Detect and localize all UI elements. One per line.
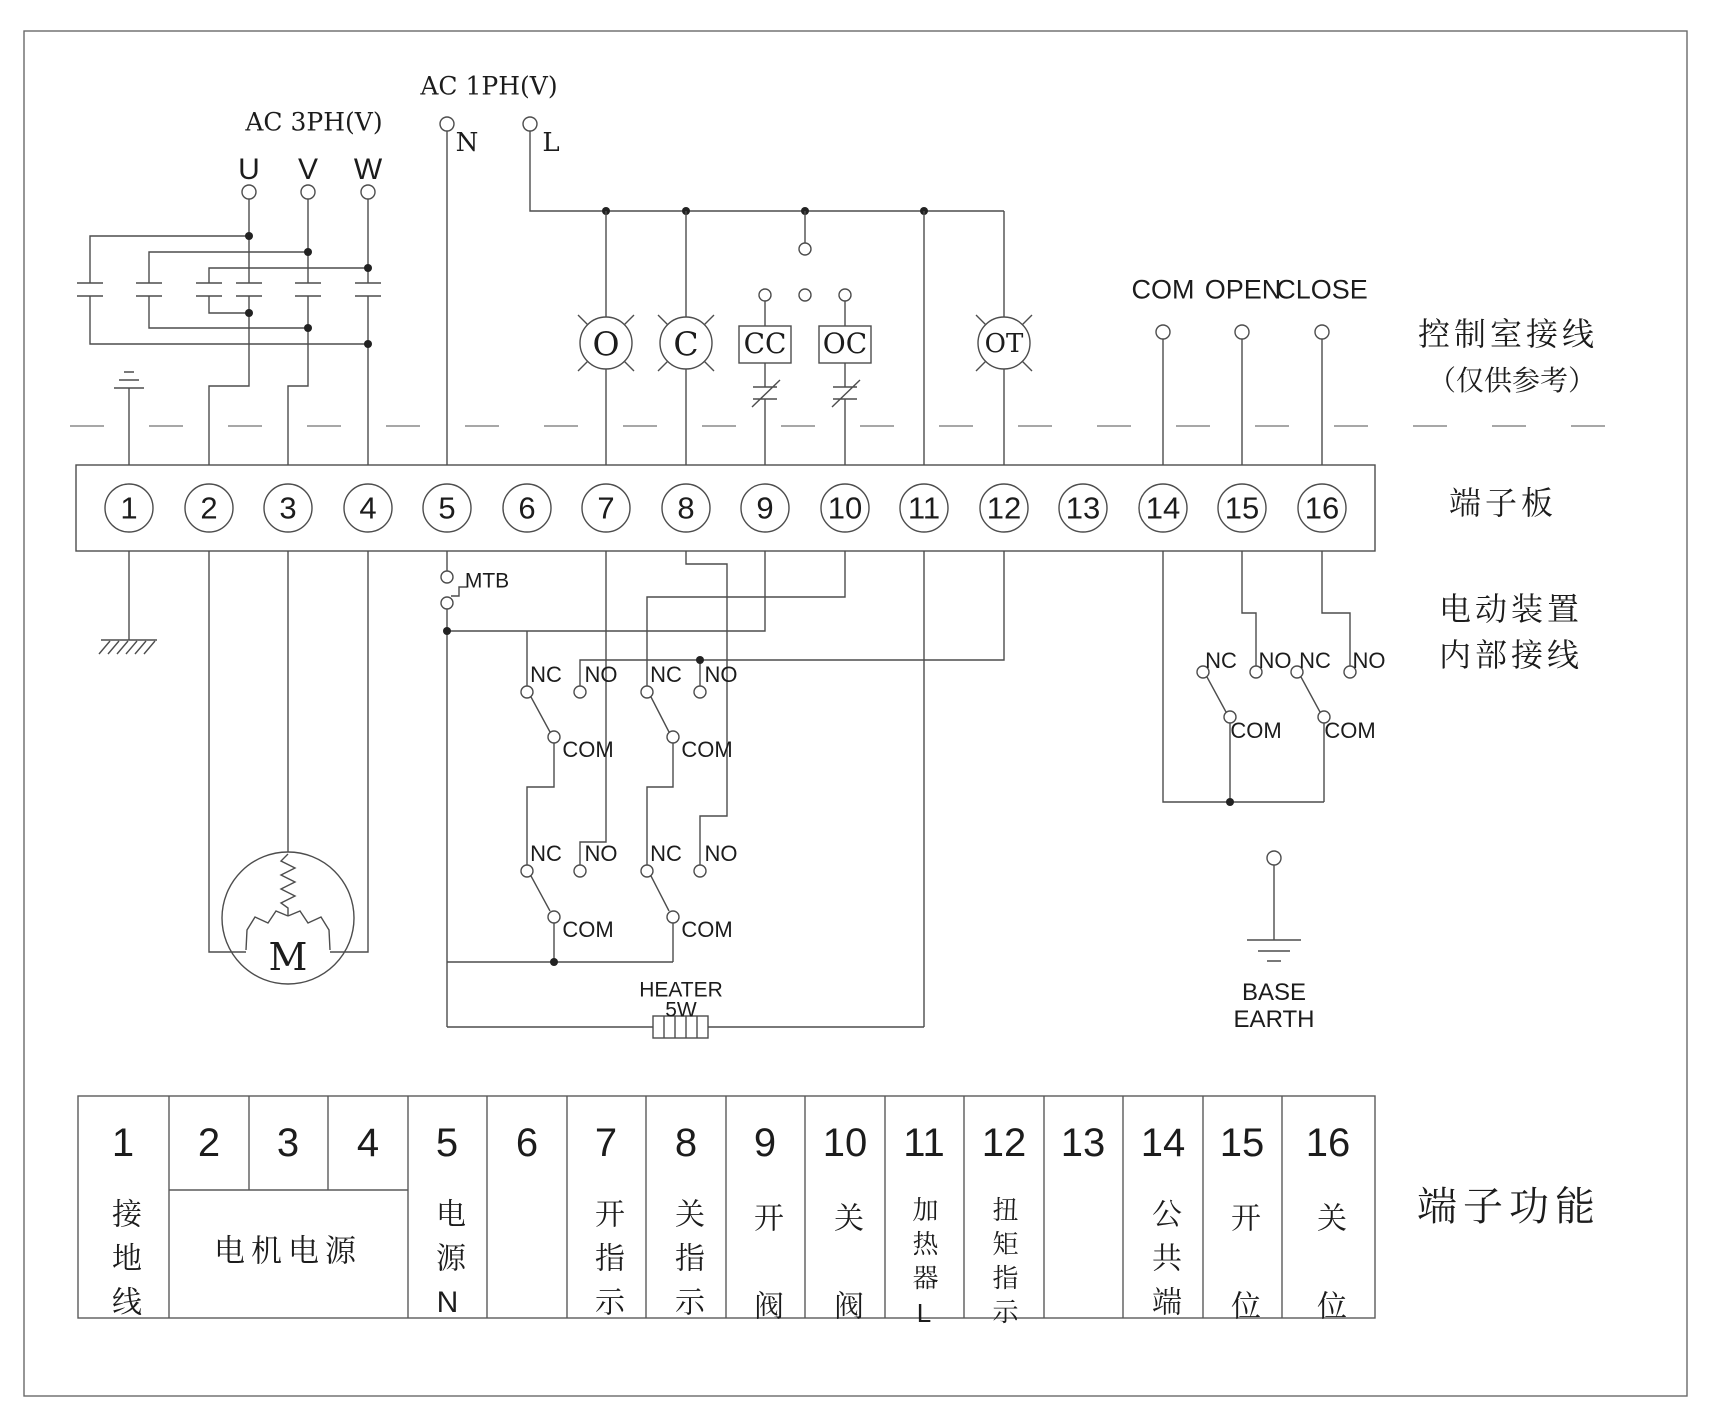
terminal-5: 5	[438, 490, 456, 526]
table-num-14: 14	[1140, 1121, 1186, 1165]
nc-label: NC	[530, 662, 562, 687]
coil-cc-letter: CC	[743, 327, 787, 360]
table-num-13: 13	[1060, 1121, 1106, 1165]
phase-v-label: V	[297, 153, 319, 186]
com-label: COM	[1324, 718, 1376, 743]
earth-symbol-top	[114, 372, 144, 465]
no-label: NO	[584, 662, 618, 687]
junction-dots	[245, 232, 372, 348]
remote-close-label: CLOSE	[1276, 274, 1368, 305]
com-label: COM	[681, 917, 733, 942]
table-num-3: 3	[276, 1121, 300, 1165]
terminal-11: 11	[907, 490, 941, 526]
table-num-12: 12	[981, 1121, 1027, 1165]
table-num-8: 8	[674, 1121, 698, 1165]
fn-motor-power: 电机电源	[214, 1233, 362, 1269]
heater-power-label: 5W	[665, 998, 697, 1022]
terminal-15: 15	[1224, 490, 1260, 526]
table-num-4: 4	[356, 1121, 380, 1165]
limit-switch-open	[521, 865, 586, 962]
com-label: COM	[1230, 718, 1282, 743]
fn-close-indication: 关指示	[670, 1198, 703, 1330]
table-num-7: 7	[594, 1121, 618, 1165]
lamp-open-letter: O	[592, 324, 620, 364]
table-num-15: 15	[1219, 1121, 1265, 1165]
line-label: L	[542, 128, 560, 158]
table-num-5: 5	[435, 1121, 459, 1165]
terminal-8: 8	[677, 490, 695, 526]
nc-label: NC	[530, 841, 562, 866]
table-num-1: 1	[111, 1121, 135, 1165]
table-num-6: 6	[515, 1121, 539, 1165]
push-button-symbol	[799, 211, 811, 301]
terminal-4: 4	[359, 490, 377, 526]
phase-w-label: W	[353, 153, 383, 186]
table-num-9: 9	[753, 1121, 777, 1165]
terminal-12: 12	[986, 490, 1022, 526]
no-label: NO	[1258, 648, 1292, 673]
remote-open-label: OPEN	[1204, 274, 1282, 305]
fn-heater-l: 加热器L	[909, 1196, 939, 1336]
neutral-label: N	[455, 128, 479, 158]
terminal-9: 9	[756, 490, 774, 526]
base-earth-symbol	[1247, 851, 1301, 961]
section-terminal-board: 端子板	[1448, 485, 1558, 521]
ac-1ph-label: AC 1PH(V)	[420, 71, 558, 101]
terminal-2: 2	[200, 490, 218, 526]
terminal-3: 3	[279, 490, 297, 526]
fn-open-valve: 开阀	[749, 1202, 782, 1378]
fn-open-position: 开位	[1226, 1202, 1259, 1378]
nc-label: NC	[1299, 648, 1331, 673]
com-label: COM	[681, 737, 733, 762]
table-num-11: 11	[903, 1121, 945, 1165]
fn-ground-wire: 接地线	[107, 1198, 140, 1330]
fn-power-n: 电源N	[431, 1198, 464, 1333]
nc-label: NC	[1205, 648, 1237, 673]
terminal-10: 10	[827, 490, 863, 526]
coil-oc-letter: OC	[822, 327, 868, 360]
terminal-14: 14	[1145, 490, 1181, 526]
terminal-16: 16	[1304, 490, 1340, 526]
no-label: NO	[704, 841, 738, 866]
no-label: NO	[584, 841, 618, 866]
fn-torque-indication: 扭矩指示	[989, 1196, 1019, 1332]
section-reference-only: （仅供参考）	[1427, 365, 1597, 396]
lamp-close-letter: C	[673, 324, 699, 364]
mtb-thermal-switch	[441, 571, 467, 609]
base-label: BASE	[1241, 979, 1307, 1006]
section-internal-2: 内部接线	[1438, 637, 1584, 673]
motor-letter: M	[268, 935, 308, 979]
no-label: NO	[704, 662, 738, 687]
nc-label: NC	[650, 841, 682, 866]
com-label: COM	[562, 917, 614, 942]
section-internal-1: 电动装置	[1438, 591, 1584, 627]
remote-terminals	[1156, 325, 1329, 465]
terminal-1: 1	[120, 490, 138, 526]
terminal-13: 13	[1065, 490, 1101, 526]
section-control-room: 控制室接线	[1417, 316, 1599, 352]
no-label: NO	[1352, 648, 1386, 673]
fn-close-position: 关位	[1312, 1202, 1345, 1378]
remote-com-label: COM	[1131, 274, 1195, 305]
fn-common: 公共端	[1147, 1198, 1180, 1330]
heater-label: HEATER	[639, 978, 723, 1002]
fn-open-indication: 开指示	[590, 1198, 623, 1330]
coil-oc-branch	[819, 289, 871, 465]
coil-cc-branch	[739, 289, 791, 465]
table-num-16: 16	[1305, 1121, 1351, 1165]
section-terminal-functions: 端子功能	[1417, 1185, 1601, 1229]
terminal-6: 6	[518, 490, 536, 526]
three-phase-input-wiring	[77, 185, 381, 465]
ac-3ph-label: AC 3PH(V)	[245, 107, 383, 137]
nc-label: NC	[650, 662, 682, 687]
contactor-contacts	[77, 283, 381, 296]
mtb-label: MTB	[464, 569, 510, 593]
com-label: COM	[562, 737, 614, 762]
lamp-torque-letter: OT	[984, 329, 1024, 359]
torque-switch-open	[521, 686, 586, 865]
phase-u-label: U	[238, 153, 260, 186]
table-num-2: 2	[197, 1121, 221, 1165]
torque-switch-close	[641, 686, 706, 865]
earth-label: EARTH	[1233, 1006, 1315, 1033]
table-num-10: 10	[822, 1121, 868, 1165]
fn-close-valve: 关阀	[829, 1202, 862, 1378]
terminal-7: 7	[597, 490, 615, 526]
limit-switch-close	[641, 865, 706, 962]
